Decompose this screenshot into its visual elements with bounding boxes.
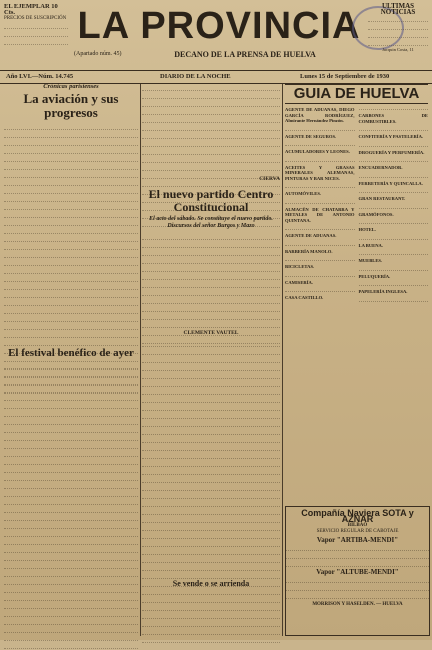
guide-item: [359, 165, 429, 178]
guide-item-label: CASA CASTILLO.: [285, 295, 324, 300]
for-sale-headline: Se vende o se arrienda: [172, 579, 250, 588]
guide-item: [359, 227, 429, 240]
news-box: [368, 4, 428, 53]
guide-item-label: CARBONES DE COMBUSTIBLES.: [358, 113, 428, 124]
column-rule: [140, 84, 141, 636]
guide-item-label: PELUQUERÍA.: [358, 273, 391, 279]
guide-item-label: AGENTE DE ADUANAS, DIEGO GARCÍA RODRÍGUEZ, Almirante Hernández Pinzón.: [285, 107, 355, 123]
price-label: EL EJEMPLAR 10 Cts.: [4, 3, 58, 16]
guide-item: [359, 150, 429, 163]
guide-item: [285, 280, 355, 293]
guide-item-label: BICICLETAS.: [285, 264, 315, 269]
guide-item-label: ENCUADERNADOR.: [358, 165, 403, 170]
guide-item: [359, 258, 429, 271]
guide-item-label: MUEBLES.: [358, 258, 383, 263]
guide-item-label: BARBERÍA MANOLO.: [285, 248, 333, 254]
guide-item-label: ACUMULADORES Y LEONES.: [285, 149, 350, 154]
newspaper-subtitle: DECANO DE LA PRENSA DE HUELVA: [174, 50, 316, 59]
guide-item-label: AUTOMÓVILES.: [285, 191, 322, 196]
cierva-signature: CIERVA: [259, 176, 280, 182]
guide-item: [359, 134, 429, 147]
guide-item: [285, 134, 355, 147]
aviation-headline: La aviación y sus progresos: [23, 91, 119, 120]
column-rule: [282, 84, 283, 636]
shipping-city: BILBAO: [347, 523, 368, 528]
guide-item-label: PAPELERÍA INGLESA.: [358, 289, 408, 294]
guide-item-label: AGENTE DE SEGUROS.: [285, 133, 337, 139]
cierva-block: [142, 176, 280, 182]
guide-item: [285, 264, 355, 277]
guide-item-label: GRAN RESTAURANT.: [358, 196, 406, 201]
festival-headline: El festival benéfico de ayer: [8, 347, 134, 359]
guide-item-label: ACEITES Y GRASAS MINERALES ALEMANAS, PINTURAS Y BAR NICES.: [285, 164, 355, 181]
guide-item: [285, 207, 355, 231]
guide-item: [359, 289, 429, 302]
ship-altube: Vapor "ALTUBE-MENDI": [316, 568, 399, 576]
festival-article-body: [4, 362, 138, 649]
guide-item: [359, 274, 429, 287]
guide-item-label: HOTEL.: [358, 227, 376, 232]
latest-news-label: ULTIMAS NOTICIAS: [380, 2, 416, 16]
guide-title: GUIA DE HUELVA: [285, 84, 428, 104]
guide-item: [359, 243, 429, 256]
price-box: [4, 4, 68, 46]
masthead: [0, 0, 432, 82]
party-article-body: [142, 233, 280, 344]
guide-item-label: LA BUENA.: [358, 242, 384, 248]
guide-item: [285, 191, 355, 204]
guide-item: [359, 212, 429, 225]
guide-item: [359, 196, 429, 209]
guide-item-label: CAMISERÍA.: [285, 279, 313, 285]
section-label: Crónicas parisienses: [43, 83, 99, 90]
article-signature: CLEMENTE VAUTEL: [183, 330, 239, 336]
guide-item: [285, 233, 355, 246]
issue-date: Lunes 15 de Septiembre de 1930: [300, 73, 390, 80]
party-headline: El nuevo partido Centro Constitucional: [148, 187, 274, 214]
edition-label: DIARIO DE LA NOCHE: [160, 73, 231, 80]
guide-item-label: AGENTE DE ADUANAS.: [285, 233, 337, 238]
address-label: Jacquin Costa, 11: [382, 47, 414, 52]
guide-item: [285, 165, 355, 189]
date-ribbon: [0, 70, 432, 84]
guide-item: [285, 249, 355, 262]
guide-item: [359, 113, 429, 131]
center-column: [142, 186, 280, 345]
shipping-company: Compañía Naviera SOTA y AZNAR: [301, 508, 414, 524]
shipping-advert: [285, 506, 430, 636]
ship-artiba: Vapor "ARTIBA-MENDI": [316, 536, 399, 544]
center-continuation: [142, 340, 280, 588]
newspaper-title: LA PROVINCIA: [77, 5, 361, 47]
for-sale-block: [142, 579, 280, 644]
guide-item-label: CONFITERÍA Y PASTELERÍA.: [358, 134, 424, 139]
guide-list: [285, 107, 428, 517]
festival-block: [4, 345, 138, 650]
guide-item-label: DROGUERÍA Y PERFUMERÍA.: [358, 149, 425, 155]
guide-column: [285, 84, 428, 517]
guide-item-label: FERRETERÍA Y QUINCALLA.: [358, 180, 423, 186]
shipping-service: SERVICIO REGULAR DE CABOTAJE: [316, 529, 399, 534]
party-deck: El acto del sábado. Se constituye el nuevo partido. Discursos del señor Burgos y Mazo: [149, 216, 273, 229]
apartado-label: (Apartado núm. 45): [74, 51, 122, 57]
guide-item: [285, 107, 355, 131]
subscription-label: PRECIOS DE SUSCRIPCIÓN: [4, 16, 67, 21]
guide-item-label: ALMACÉN DE CHATARRA Y METALES DE ANTONIO QUINTANA.: [285, 206, 355, 223]
guide-item-label: GRAMÓFONOS.: [358, 211, 394, 217]
shipping-agents: MORRISON Y HASELDEN. — HUELVA: [312, 602, 403, 607]
guide-item: [359, 181, 429, 194]
issue-number: Año LVI.—Núm. 14.745: [6, 73, 74, 80]
guide-item: [285, 149, 355, 162]
